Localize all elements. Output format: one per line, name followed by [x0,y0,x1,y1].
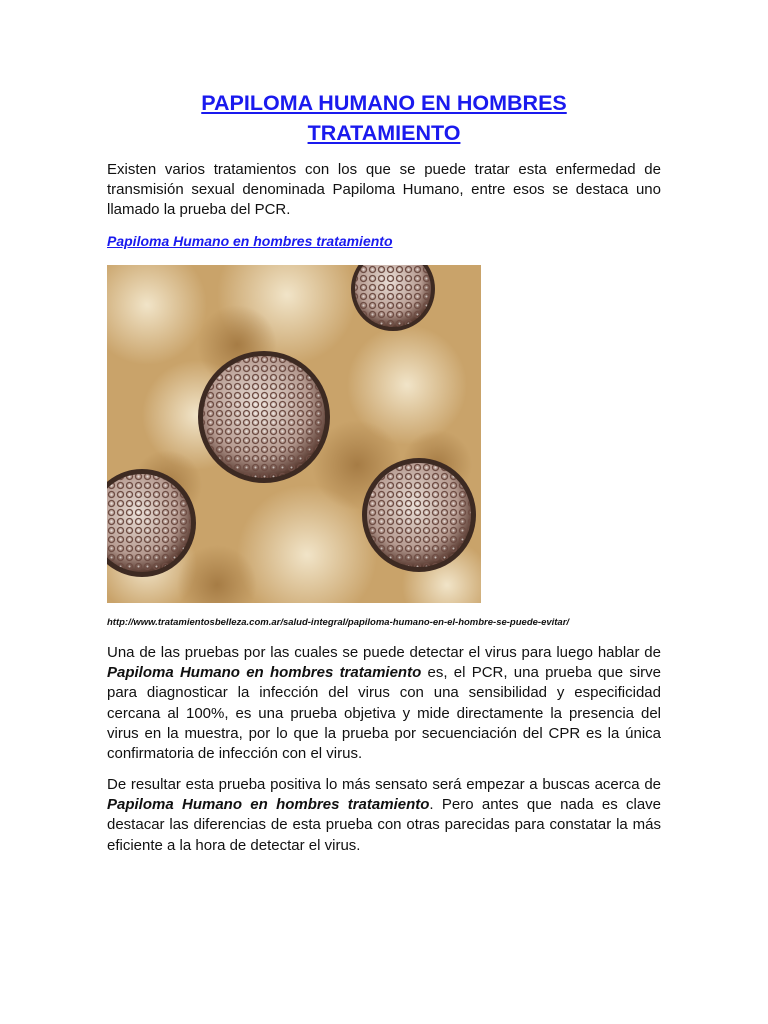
conclusion-paragraph-emphasis: Papiloma Humano en hombres tratamiento [107,796,430,814]
title-line-2[interactable]: TRATAMIENTO [307,121,461,145]
pcr-paragraph-text-2: es, el PCR, una prueba que sirve para diagnosticar la infección del virus con una sensibilidad y especificidad cercana al 100%, es una prueba objetiva y mide directamente la presencia del virus en la muestra, por lo que la prueba por secuenciación del CPR es la única confirmatoria de infección con el virus. [107,664,662,763]
title-line-1[interactable]: PAPILOMA HUMANO EN HOMBRES [201,91,567,115]
pcr-paragraph-text-1: Una de las pruebas por las cuales se puede detectar el virus para luego hablar de [107,644,661,661]
intro-paragraph: Existen varios tratamientos con los que se puede tratar esta enfermedad de transmisión sexual denominada Papiloma Humano, entre esos se destaca uno llamado la prueba del PCR. [107,161,661,219]
page-title[interactable] [100,88,668,148]
virus-illustration [107,265,481,603]
conclusion-paragraph-text-2: . Pero antes que nada es clave destacar las diferencias de esta prueba con otras parecidas para constatar la más eficiente a la hora de detectar el virus. [107,796,662,854]
pcr-paragraph-emphasis: Papiloma Humano en hombres tratamiento [107,664,422,682]
virus-particle-center [198,351,330,483]
subheading-link[interactable]: Papiloma Humano en hombres tratamiento [107,233,393,249]
conclusion-paragraph-text-1: De resultar esta prueba positiva lo más sensato será empezar a buscas acerca de [107,776,661,793]
conclusion-paragraph [107,775,661,856]
virus-particle-right [362,458,476,572]
hpv-virus-image [107,265,481,603]
image-source-url: http://www.tratamientosbelleza.com.ar/salud-integral/papiloma-humano-en-el-hombre-se-puede-evitar/ [107,617,570,628]
pcr-paragraph [107,643,661,764]
